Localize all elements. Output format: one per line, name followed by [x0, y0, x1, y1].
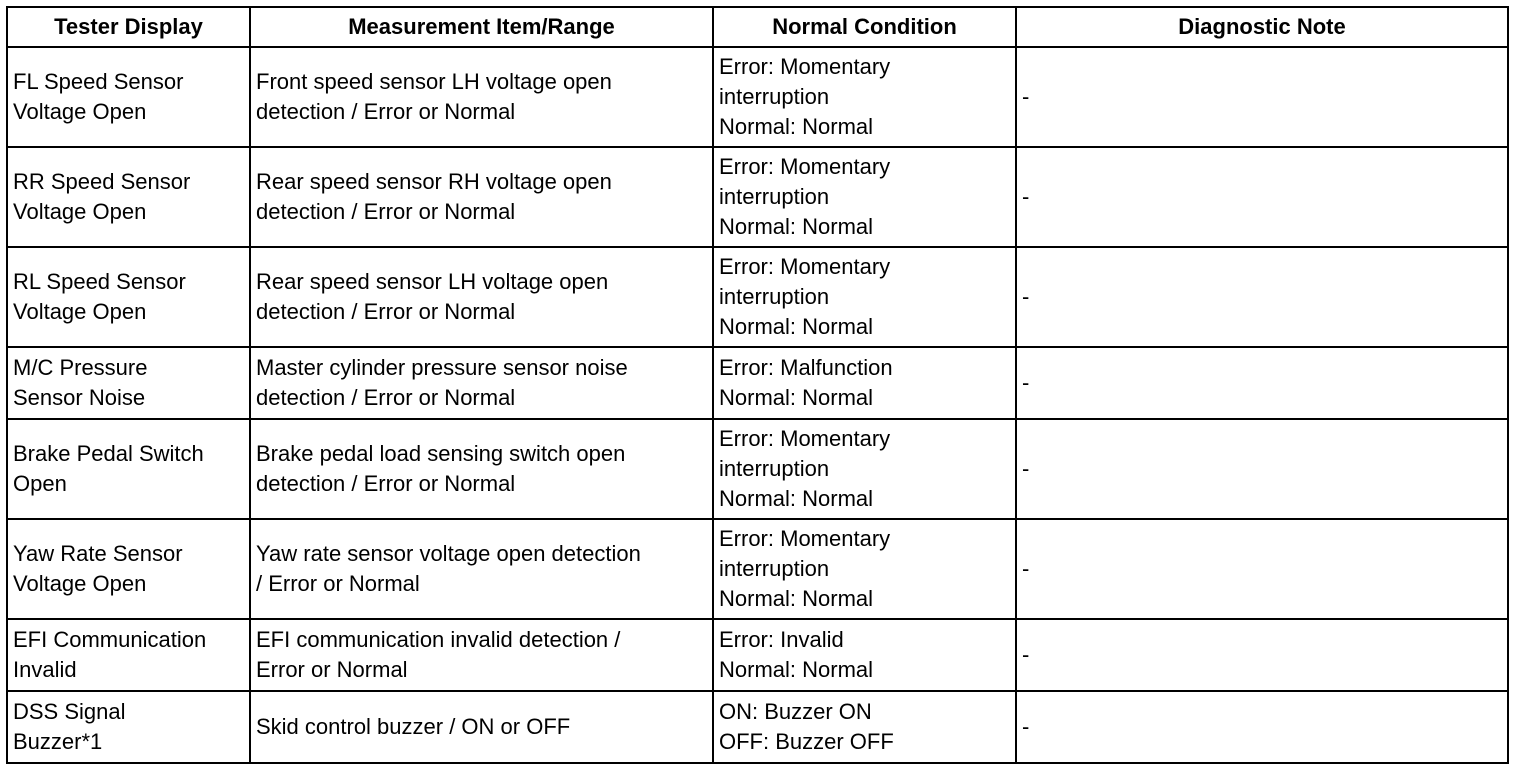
measurement-cell	[250, 47, 713, 147]
cell-line: Normal: Normal	[719, 486, 874, 511]
cell-line: Front speed sensor LH voltage open	[256, 69, 612, 94]
table-row	[7, 619, 1508, 691]
note-cell: -	[1016, 247, 1508, 347]
cell-line: Error: Momentary	[719, 526, 891, 551]
cell-line: / Error or Normal	[256, 571, 420, 596]
measurement-cell	[250, 519, 713, 619]
tester-display-cell	[7, 147, 250, 247]
cell-line: Normal: Normal	[719, 314, 874, 339]
cell-line: Normal: Normal	[719, 586, 874, 611]
diagnostic-data-table	[6, 6, 1509, 764]
measurement-cell	[250, 419, 713, 519]
measurement-cell	[250, 147, 713, 247]
cell-line: detection / Error or Normal	[256, 471, 516, 496]
cell-line: interruption	[719, 84, 830, 109]
tester-display-cell	[7, 619, 250, 691]
cell-line: OFF: Buzzer OFF	[719, 729, 894, 754]
note-cell: -	[1016, 691, 1508, 763]
note-cell: -	[1016, 619, 1508, 691]
header-tester-display: Tester Display	[7, 7, 250, 47]
header-row	[7, 7, 1508, 47]
cell-line: Rear speed sensor LH voltage open	[256, 269, 609, 294]
table-row	[7, 47, 1508, 147]
condition-cell	[713, 519, 1016, 619]
condition-cell	[713, 347, 1016, 419]
table-row	[7, 691, 1508, 763]
cell-line: Yaw Rate Sensor	[13, 541, 183, 566]
cell-line: Error: Malfunction	[719, 355, 893, 380]
cell-line: Error: Momentary	[719, 154, 891, 179]
cell-line: FL Speed Sensor	[13, 69, 184, 94]
tester-display-cell	[7, 247, 250, 347]
cell-line: Normal: Normal	[719, 114, 874, 139]
table-row	[7, 519, 1508, 619]
cell-line: Voltage Open	[13, 299, 147, 324]
cell-line: Master cylinder pressure sensor noise	[256, 355, 628, 380]
condition-cell	[713, 147, 1016, 247]
table-row	[7, 419, 1508, 519]
note-cell: -	[1016, 47, 1508, 147]
cell-line: detection / Error or Normal	[256, 385, 516, 410]
condition-cell	[713, 691, 1016, 763]
cell-line: ON: Buzzer ON	[719, 699, 872, 724]
cell-line: DSS Signal	[13, 699, 126, 724]
note-cell: -	[1016, 347, 1508, 419]
cell-line: Open	[13, 471, 67, 496]
cell-line: detection / Error or Normal	[256, 299, 516, 324]
cell-line: Error: Invalid	[719, 627, 844, 652]
measurement-cell	[250, 691, 713, 763]
tester-display-cell	[7, 419, 250, 519]
table-row	[7, 247, 1508, 347]
cell-line: Normal: Normal	[719, 385, 874, 410]
cell-line: Error: Momentary	[719, 426, 891, 451]
note-cell: -	[1016, 419, 1508, 519]
cell-line: Rear speed sensor RH voltage open	[256, 169, 612, 194]
cell-line: EFI communication invalid detection /	[256, 627, 621, 652]
measurement-cell	[250, 247, 713, 347]
table-row	[7, 147, 1508, 247]
cell-line: interruption	[719, 284, 830, 309]
cell-line: Voltage Open	[13, 571, 147, 596]
table-row	[7, 347, 1508, 419]
condition-cell	[713, 247, 1016, 347]
note-cell: -	[1016, 147, 1508, 247]
cell-line: M/C Pressure	[13, 355, 148, 380]
measurement-cell	[250, 619, 713, 691]
cell-line: detection / Error or Normal	[256, 199, 516, 224]
cell-line: Brake Pedal Switch	[13, 441, 204, 466]
cell-line: RR Speed Sensor	[13, 169, 191, 194]
cell-line: Skid control buzzer / ON or OFF	[256, 714, 571, 739]
cell-line: Error or Normal	[256, 657, 408, 682]
header-diagnostic-note: Diagnostic Note	[1016, 7, 1508, 47]
header-normal-condition: Normal Condition	[713, 7, 1016, 47]
cell-line: Normal: Normal	[719, 657, 874, 682]
tester-display-cell	[7, 47, 250, 147]
cell-line: Brake pedal load sensing switch open	[256, 441, 626, 466]
tester-display-cell	[7, 519, 250, 619]
measurement-cell	[250, 347, 713, 419]
cell-line: RL Speed Sensor	[13, 269, 186, 294]
tester-display-cell	[7, 347, 250, 419]
cell-line: Yaw rate sensor voltage open detection	[256, 541, 641, 566]
cell-line: Error: Momentary	[719, 254, 891, 279]
condition-cell	[713, 619, 1016, 691]
condition-cell	[713, 419, 1016, 519]
header-measurement-item: Measurement Item/Range	[250, 7, 713, 47]
cell-line: Voltage Open	[13, 199, 147, 224]
cell-line: interruption	[719, 456, 830, 481]
cell-line: Sensor Noise	[13, 385, 146, 410]
cell-line: interruption	[719, 184, 830, 209]
cell-line: interruption	[719, 556, 830, 581]
cell-line: Invalid	[13, 657, 77, 682]
note-cell: -	[1016, 519, 1508, 619]
cell-line: Error: Momentary	[719, 54, 891, 79]
condition-cell	[713, 47, 1016, 147]
cell-line: Normal: Normal	[719, 214, 874, 239]
cell-line: Voltage Open	[13, 99, 147, 124]
tester-display-cell	[7, 691, 250, 763]
cell-line: detection / Error or Normal	[256, 99, 516, 124]
cell-line: EFI Communication	[13, 627, 207, 652]
cell-line: Buzzer*1	[13, 729, 103, 754]
